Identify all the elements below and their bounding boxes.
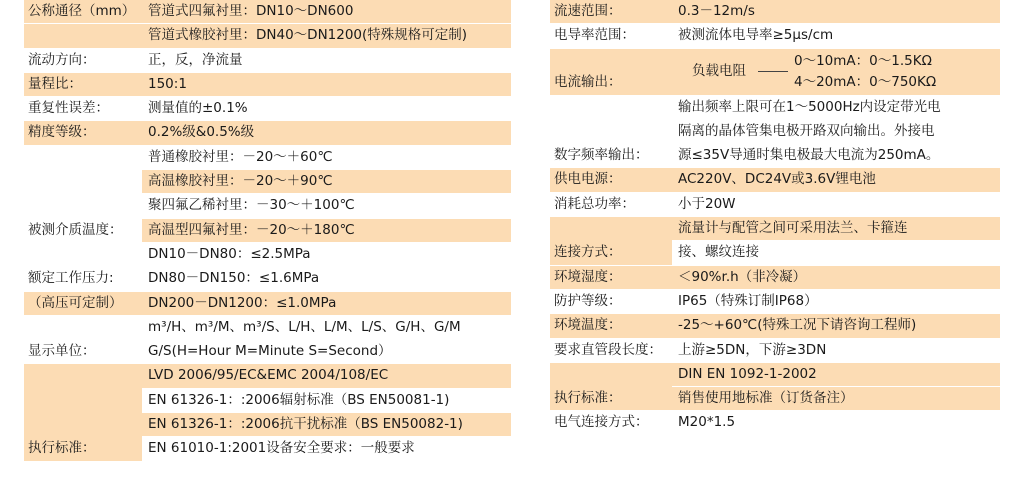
spec-label: 电导率范围： [550, 24, 672, 48]
bracket-line [758, 71, 788, 72]
spec-label: 额定工作压力: [24, 267, 142, 291]
spec-row [550, 314, 1000, 338]
spec-value: 源≤35V导通时集电极最大电流为250mA。 [672, 144, 1000, 168]
spec-value: M20*1.5 [672, 411, 1000, 435]
spec-label: 公称通径（mm） [24, 0, 142, 24]
spec-value: 正，反，净流量 [142, 48, 511, 72]
spec-value: ＜90%r.h（非冷凝） [672, 265, 1000, 289]
spec-label: 流动方向： [24, 48, 142, 72]
spec-label: 执行标准： [24, 364, 142, 461]
spec-value: 4～20mA：0～750KΩ [794, 73, 937, 90]
spec-value: 0.2%级&0.5%级 [142, 121, 511, 145]
spec-row [24, 24, 511, 48]
spec-value: 管道式橡胶衬里：DN40～DN1200(特殊规格可定制) [142, 24, 511, 48]
spec-value: 测量值的±0.1% [142, 97, 511, 121]
spec-label: 流速范围： [550, 0, 672, 24]
spec-label: 被测介质温度： [24, 145, 142, 242]
spec-label: （高压可定制） [24, 291, 142, 315]
load-resistance-label: 负载电阻 [692, 62, 746, 79]
spec-value: DN80－DN150：≤1.6MPa [142, 267, 511, 291]
spec-value: LVD 2006/95/EC&EMC 2004/108/EC [142, 364, 511, 388]
spec-value: 普通橡胶衬里：－20～＋60℃ [142, 145, 511, 169]
spec-value: G/S(H=Hour M=Minute S=Second） [142, 340, 511, 364]
spec-value: 高温橡胶衬里：－20～＋90℃ [142, 170, 511, 194]
spec-value: EN 61326-1：:2006辐射标准（BS EN50081-1) [142, 388, 511, 412]
spec-value: 输出频率上限可在1～5000Hz内设定带光电 [672, 95, 1000, 119]
spec-value: 管道式四氟衬里：DN10～DN600 [142, 0, 511, 24]
spec-value: EN 61010-1:2001设备安全要求：一般要求 [142, 437, 511, 461]
spec-label: 连接方式： [550, 217, 672, 266]
spec-value: 流量计与配管之间可采用法兰、卡箍连 [672, 217, 1000, 241]
spec-row [24, 0, 511, 24]
spec-row [550, 362, 1000, 386]
spec-value: 聚四氟乙稀衬里：－30～＋100℃ [142, 194, 511, 218]
spec-value: DN200－DN1200：≤1.0MPa [142, 291, 511, 315]
spec-row [550, 24, 1000, 48]
spec-value: 被测流体电导率≥5μs/cm [672, 24, 1000, 48]
spec-row [24, 291, 511, 315]
spec-row [24, 72, 511, 96]
spec-row [24, 121, 511, 145]
spec-value: 销售使用地标准（订货备注） [672, 387, 1000, 411]
spec-label: 重复性误差： [24, 97, 142, 121]
spec-value: 接、螺纹连接 [672, 241, 1000, 265]
spec-label: 电流输出： [550, 48, 672, 95]
spec-value: -25～+60℃(特殊工况下请咨询工程师) [672, 314, 1000, 338]
spec-value: 上游≥5DN，下游≥3DN [672, 338, 1000, 362]
spec-row [550, 289, 1000, 313]
spec-label: 消耗总功率： [550, 192, 672, 216]
spec-value: m³/H、m³/M、m³/S、L/H、L/M、L/S、G/H、G/M [142, 315, 511, 339]
left-spec-table [24, 0, 511, 462]
spec-label: 精度等级： [24, 121, 142, 145]
spec-row [550, 217, 1000, 241]
spec-row [550, 192, 1000, 216]
spec-row [550, 95, 1000, 119]
spec-row [24, 97, 511, 121]
spec-value: DN10－DN80：≤2.5MPa [142, 242, 511, 266]
spec-value: 150:1 [142, 72, 511, 96]
spec-label: 防护等级： [550, 289, 672, 313]
spec-label: 环境湿度： [550, 265, 672, 289]
spec-value: DIN EN 1092-1-2002 [672, 362, 1000, 386]
spec-value: IP65（特殊订制IP68） [672, 289, 1000, 313]
spec-row [24, 364, 511, 388]
spec-row [550, 338, 1000, 362]
spec-label: 要求直管段长度： [550, 338, 672, 362]
spec-label: 执行标准： [550, 362, 672, 411]
spec-value: 隔离的晶体管集电极开路双向输出。外接电 [672, 119, 1000, 143]
spec-value: 小于20W [672, 192, 1000, 216]
spec-row [24, 242, 511, 266]
spec-row [24, 315, 511, 339]
current-output-detail [672, 48, 1000, 95]
spec-row [24, 267, 511, 291]
spec-label: 量程比： [24, 72, 142, 96]
spec-label: 供电电源： [550, 168, 672, 192]
spec-row [550, 411, 1000, 435]
right-spec-table [550, 0, 1000, 436]
spec-label: 显示单位： [24, 315, 142, 364]
spec-label: 数字频率输出： [550, 95, 672, 168]
spec-row [550, 0, 1000, 24]
spec-value: 高温型四氟衬里：－20～＋180℃ [142, 218, 511, 242]
spec-value: AC220V、DC24V或3.6V锂电池 [672, 168, 1000, 192]
spec-label: 环境温度： [550, 314, 672, 338]
spec-row [24, 145, 511, 169]
spec-label: 电气连接方式： [550, 411, 672, 435]
spec-value: 0～10mA：0～1.5KΩ [794, 52, 932, 69]
spec-row [550, 168, 1000, 192]
spec-row [24, 48, 511, 72]
spec-row [550, 265, 1000, 289]
spec-value: 0.3－12m/s [672, 0, 1000, 24]
spec-value: EN 61326-1：:2006抗干扰标准（BS EN50082-1) [142, 413, 511, 437]
